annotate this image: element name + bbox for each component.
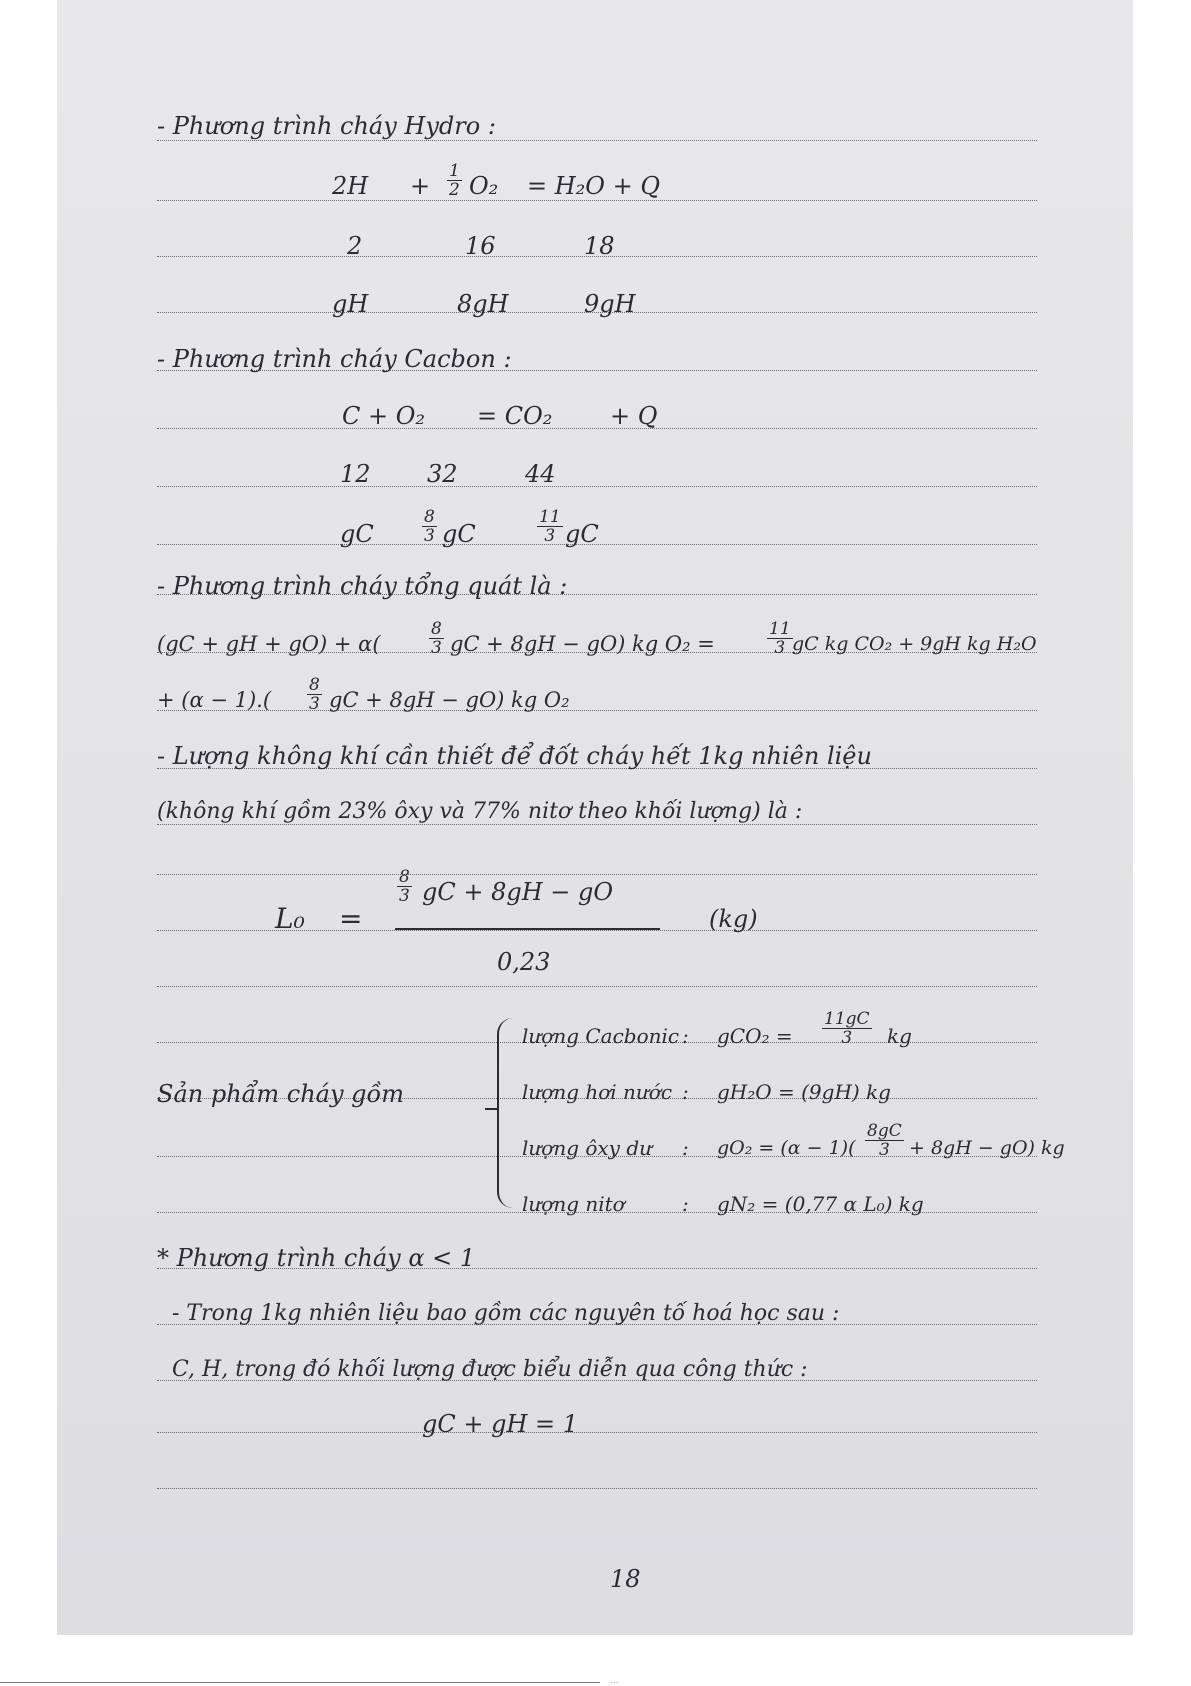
alpha-line2: C, H, trong đó khối lượng được biểu diễn qua công thức :	[172, 1357, 808, 1382]
general-heading: - Phương trình cháy tổng quát là :	[157, 572, 568, 600]
carbon-mass-co2: 44	[525, 460, 556, 488]
fraction-denominator: 3	[841, 1028, 853, 1048]
hydrogen-eq-rhs: = H₂O + Q	[527, 172, 661, 200]
products-brace	[497, 1018, 517, 1208]
carbon-g-co2-fraction	[537, 508, 563, 545]
fraction-denominator: 3	[878, 1140, 890, 1160]
fraction-denominator: 3	[424, 526, 435, 546]
carbon-eq: C + O₂	[342, 402, 426, 430]
hydrogen-mass-water: 18	[584, 232, 615, 260]
page-number: 18	[610, 1565, 641, 1593]
ruled-line	[157, 986, 1037, 987]
fraction-denominator: 3	[544, 526, 556, 546]
air-denominator: 0,23	[497, 948, 551, 976]
product-expr: gN₂ = (0,77 α L₀) kg	[717, 1192, 924, 1216]
hydrogen-g-h: gH	[332, 290, 369, 318]
general-line1-c: gC kg CO₂ + 9gH kg H₂O	[792, 633, 1037, 655]
product-fraction	[865, 1122, 904, 1159]
ruled-line	[157, 140, 1037, 141]
fraction-numerator: 8	[309, 675, 320, 695]
general-line2-a: + (α − 1).(	[157, 688, 272, 712]
general-line1-fraction2	[767, 620, 793, 657]
product-tail: + 8gH − gO) kg	[909, 1137, 1065, 1159]
hydrogen-half-fraction	[447, 162, 462, 199]
product-expr: gH₂O = (9gH) kg	[717, 1080, 891, 1104]
general-line1-a: (gC + gH + gO) + α(	[157, 632, 381, 656]
air-fraction-bar	[395, 928, 660, 930]
product-name: lượng hơi nước	[522, 1080, 673, 1104]
air-numerator-fraction	[397, 868, 412, 905]
fraction-denominator: 3	[774, 638, 786, 658]
product-expr: gO₂ = (α − 1)(	[717, 1137, 856, 1159]
air-line2: (không khí gồm 23% ôxy và 77% nitơ theo khối lượng) là :	[157, 799, 803, 824]
product-fraction	[822, 1010, 872, 1047]
hydrogen-mass-h: 2	[347, 232, 363, 260]
fraction-numerator: 11	[539, 507, 561, 527]
carbon-g-co2-var: gC	[565, 520, 599, 548]
ruled-line	[157, 486, 1037, 487]
carbon-eq-rhs: = CO₂	[477, 402, 553, 430]
product-colon: :	[682, 1136, 689, 1160]
fraction-numerator: 8	[399, 867, 410, 887]
air-lo-label: L₀	[275, 902, 305, 935]
air-unit: (kg)	[709, 905, 758, 933]
hydrogen-mass-o: 16	[465, 232, 496, 260]
general-line2-b: gC + 8gH − gO) kg O₂	[329, 688, 570, 712]
fraction-denominator: 3	[309, 694, 320, 714]
hydrogen-g-o: 8gH	[457, 290, 509, 318]
products-label: Sản phẩm cháy gồm	[157, 1080, 404, 1108]
product-tail: kg	[887, 1024, 912, 1048]
fraction-numerator: 1	[449, 161, 460, 181]
hydrogen-heading: - Phương trình cháy Hydro :	[157, 112, 496, 140]
product-name: lượng nitơ	[522, 1192, 625, 1216]
product-expr: gCO₂ =	[717, 1024, 793, 1048]
carbon-mass-c: 12	[340, 460, 371, 488]
fraction-denominator: 3	[431, 638, 442, 658]
hydrogen-eq-lhs: 2H	[332, 172, 369, 200]
carbon-g-o-fraction	[422, 508, 437, 545]
fraction-numerator: 11	[769, 619, 791, 639]
ruled-line	[157, 1432, 1037, 1433]
hydrogen-g-water: 9gH	[584, 290, 636, 318]
ruled-line	[157, 710, 1037, 711]
general-line2-fraction	[307, 676, 322, 713]
fraction-numerator: 8gC	[867, 1121, 902, 1141]
product-colon: :	[682, 1192, 689, 1216]
footer-line	[0, 1682, 600, 1683]
general-line1-fraction	[429, 620, 444, 657]
carbon-eq-q: + Q	[610, 402, 658, 430]
alpha-line1: - Trong 1kg nhiên liệu bao gồm các nguyên tố hoá học sau :	[172, 1301, 840, 1326]
product-name: lượng ôxy dư	[522, 1136, 653, 1160]
product-colon: :	[682, 1024, 689, 1048]
ruled-line	[157, 200, 1037, 201]
carbon-heading: - Phương trình cháy Cacbon :	[157, 345, 512, 373]
footer-fragment: ...	[610, 1676, 619, 1686]
hydrogen-eq-o2: O₂	[469, 172, 499, 200]
air-numerator-rest: gC + 8gH − gO	[422, 878, 614, 906]
carbon-mass-o2: 32	[427, 460, 458, 488]
ruled-line	[157, 1488, 1037, 1489]
notebook-page	[57, 0, 1133, 1635]
air-line1: - Lượng không khí cần thiết để đốt cháy hết 1kg nhiên liệu	[157, 742, 872, 770]
fraction-numerator: 11gC	[824, 1009, 870, 1029]
product-name: lượng Cacbonic	[522, 1024, 680, 1048]
alpha-heading: * Phương trình cháy α < 1	[157, 1244, 476, 1272]
hydrogen-eq-plus: +	[410, 172, 431, 200]
product-colon: :	[682, 1080, 689, 1104]
fraction-numerator: 8	[431, 619, 442, 639]
fraction-denominator: 3	[399, 886, 410, 906]
general-line1-b: gC + 8gH − gO) kg O₂ =	[450, 632, 715, 656]
air-lo-eq: =	[339, 902, 363, 935]
ruled-line	[157, 428, 1037, 429]
alpha-formula: gC + gH = 1	[422, 1410, 579, 1438]
carbon-g-c: gC	[340, 520, 374, 548]
ruled-line	[157, 874, 1037, 875]
products-brace-tip	[485, 1108, 497, 1110]
carbon-g-o-var: gC	[442, 520, 476, 548]
fraction-denominator: 2	[449, 180, 460, 200]
fraction-numerator: 8	[424, 507, 435, 527]
